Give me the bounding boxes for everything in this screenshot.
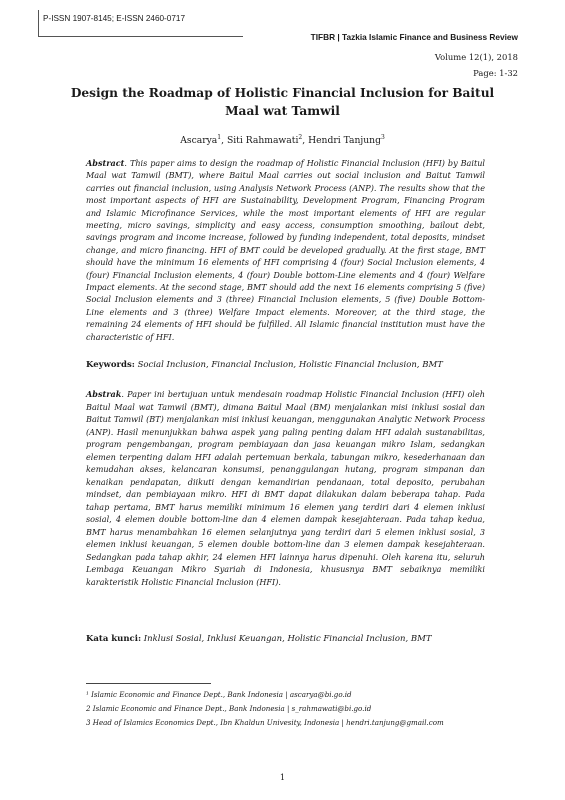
abstract-text: . This paper aims to design the roadmap of Holistic Financial Inclusion (HFI) by Baitul Maal wat Tamwil (BMT), where Baitul Maal carries out social inclusion and Baitut Tamwil carries out financial inclusion, using Analysis Network Process (ANP). The results show that the most important aspects of HFI are Sustainability, Development Program, Financing Program and Islamic Microfinance Services, while the most important elements of HFI are regular meeting, micro savings, simplicity and easy access, consumption smoothing, bailout debt, savings program and income increase, followed by funding independent, total deposits, mindset change, and micro financing. HFI of BMT could be developed gradually. At the first stage, BMT should have the minimum 16 elements of HFI comprising 4 (four) Social Inclusion elements, 4 (four) Financial Inclusion elements, 4 (four) Double bottom-Line elements and 4 (four) Welfare Impact elements. At the second stage, BMT should add the next 16 elements comprising 5 (five) Social Inclusion elements and 3 (three) Financial Inclusion elements, 5 (five) Double Bottom-Line elements and 3 (three) Welfare Impact elements. Moreover, at the third stage, the remaining 24 elements of HFI should be fulfilled. All Islamic financial institution must have the characteristic of HFI. — [86, 158, 485, 342]
katakunci-text: Inklusi Sosial, Inklusi Keuangan, Holistic Financial Inclusion, BMT — [143, 634, 432, 644]
abstrak-paragraph — [86, 388, 485, 588]
author-separator: , — [221, 135, 227, 147]
abstract-label: Abstract — [86, 158, 125, 168]
footnote-2: 2 Islamic Economic and Finance Dept., Bank Indonesia | s_rahmawati@bi.go.id — [86, 704, 372, 714]
issn-label: P-ISSN 1907-8145; E-ISSN 2460-0717 — [38, 10, 243, 37]
author-name: Ascarya — [180, 135, 218, 147]
keywords-line — [86, 360, 506, 370]
katakunci-label: Kata kunci: — [86, 634, 142, 644]
abstrak-label: Abstrak — [86, 389, 122, 399]
author-mark: 2 — [298, 134, 303, 141]
article-title: Design the Roadmap of Holistic Financial Inclusion for Baitul Maal wat Tamwil — [70, 86, 495, 118]
footnotes — [86, 688, 506, 731]
abstrak-text: . Paper ini bertujuan untuk mendesain roadmap Holistic Financial Inclusion (HFI) oleh Baitul Maal wat Tamwil (BMT), dimana Baitul Maal (BM) menjalankan misi inklusi sosial dan Baitut Tamwil (BT) menjalankan misi inklusi keuangan, menggunakan Analytic Network Process (ANP). Hasil menunjukkan bahwa aspek yang paling penting dalam HFI adalah sustanabilitas, program pengembangan, program pembiayaan dan jasa keuangan mikro Islam, sedangkan elemen terpenting dalam HFI adalah pertemuan berkala, tabungan mikro, kesederhanaan dan kemudahan akses, kelancaran konsumsi, penanggulangan hutang, program simpanan dan kenaikan pendapatan, diikuti dengan kemandirian pendanaan, total deposito, perubahan mindset, dan pembiayaan mikro. HFI di BMT dapat dilakukan dalam beberapa tahap. Pada tahap pertama, BMT harus memiliki minimum 16 elemen yang terdiri dari 4 elemen inklusi sosial, 4 elemen double bottom-line dan 4 elemen dampak kesejahteraan. Pada tahap kedua, BMT harus menambahkan 16 elemen selanjutnya yang terdiri dari 5 elemen inklusi sosial, 3 elemen inklusi keuangan, 5 elemen double bottom-line dan 3 elemen dampak kesejahteraan. Sedangkan pada tahap akhir, 24 elemen HFI lainnya harus dipenuhi. Oleh karena itu, seluruh Lembaga Keuangan Mikro Syariah di Indonesia, khususnya BMT sebaiknya memiliki karakteristik Holistic Financial Inclusion (HFI). — [86, 389, 485, 587]
author-name: Siti Rahmawati — [226, 135, 299, 147]
abstract-paragraph — [86, 157, 485, 343]
journal-name: TIFBR | Tazkia Islamic Finance and Business Review — [310, 32, 518, 42]
volume-label: Volume 12(1), 2018 — [434, 52, 518, 62]
author-name: Hendri Tanjung — [308, 135, 381, 147]
page-range: Page: 1-32 — [473, 68, 518, 78]
footnote-divider — [86, 683, 211, 684]
author-mark: 1 — [217, 134, 222, 141]
author-mark: 3 — [380, 134, 385, 141]
footnote-3: 3 Head of Islamics Economics Dept., Ibn Khaldun Univesity, Indonesia | hendri.tanjung@gmail.com — [86, 718, 444, 728]
page-number: 1 — [279, 772, 286, 782]
keywords-text: Social Inclusion, Financial Inclusion, Holistic Financial Inclusion, BMT — [137, 360, 443, 370]
footnote-1: ¹ Islamic Economic and Finance Dept., Bank Indonesia | ascarya@bi.go.id — [86, 690, 352, 699]
author-list — [60, 134, 505, 146]
author-separator: , — [302, 135, 309, 147]
katakunci-line — [86, 634, 506, 644]
keywords-label: Keywords: — [86, 360, 135, 370]
